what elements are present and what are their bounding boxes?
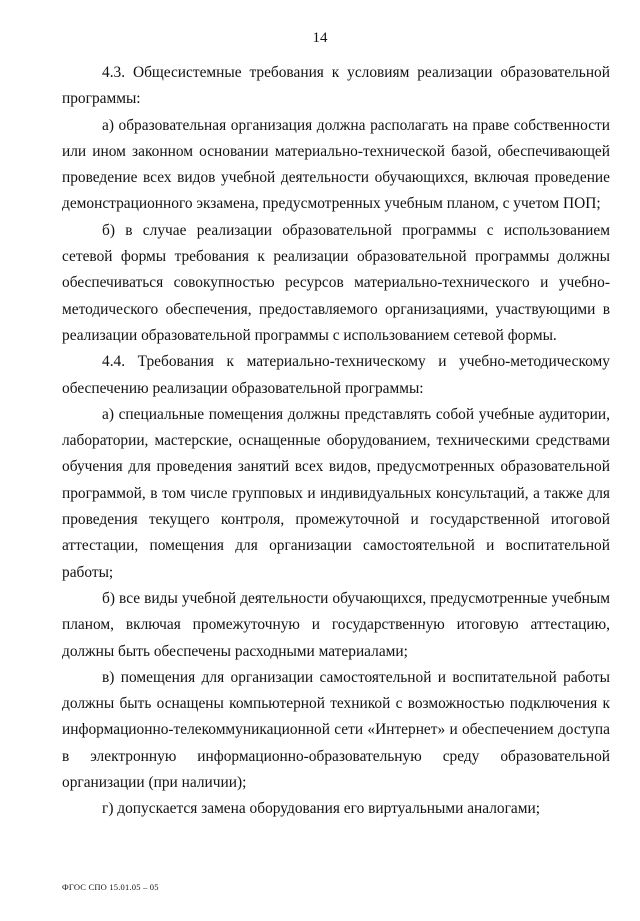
paragraph-4-4-g: г) допускается замена оборудования его виртуальными аналогами;: [102, 800, 540, 818]
page-number: 14: [312, 30, 328, 46]
paragraph-4-4-b: б) все виды учебной деятельности обучающихся, предусмотренные учебным планом, включая промежуточную и государственную итоговую аттестацию, должны быть обеспечены расходными материалами;: [62, 589, 610, 660]
paragraph-4-3-a: а) образовательная организация должна располагать на праве собственности или ином законном основании материально-технической базой, обеспечивающей проведение всех видов учебной деятельности обучающихся, включая проведение демонстрационного экзамена, предусмотренных учебным планом, с учетом ПОП;: [62, 116, 610, 213]
paragraph-4-3-heading: 4.3. Общесистемные требования к условиям реализации образовательной программы:: [62, 64, 610, 108]
paragraph-4-4-v: в) помещения для организации самостоятельной и воспитательной работы должны быть оснащены компьютерной техникой с возможностью подключения к информационно-телекоммуникационной сети «Интернет» и обеспечением доступа в электронную информационно-образовательную среду образовательной организации (при наличии);: [62, 668, 610, 792]
document-body: [62, 60, 610, 823]
paragraph-4-4-heading: 4.4. Требования к материально-техническому и учебно-методическому обеспечению реализации образовательной программы:: [62, 353, 610, 397]
document-footer-code: ФГОС СПО 15.01.05 – 05: [62, 882, 159, 892]
paragraph-4-4-a: а) специальные помещения должны представлять собой учебные аудитории, лаборатории, мастерские, оснащенные оборудованием, техническими средствами обучения для проведения занятий всех видов, предусмотренных образовательной программой, в том числе групповых и индивидуальных консультаций, а также для проведения текущего контроля, промежуточной и государственной итоговой аттестации, помещения для организации самостоятельной и воспитательной работы;: [62, 405, 610, 581]
paragraph-4-3-b: б) в случае реализации образовательной программы с использованием сетевой формы требования к реализации образовательной программы должны обеспечиваться совокупностью ресурсов материально-технического и учебно-методического обеспечения, предоставляемого организациями, участвующими в реализации образовательной программы с использованием сетевой формы.: [62, 221, 610, 344]
